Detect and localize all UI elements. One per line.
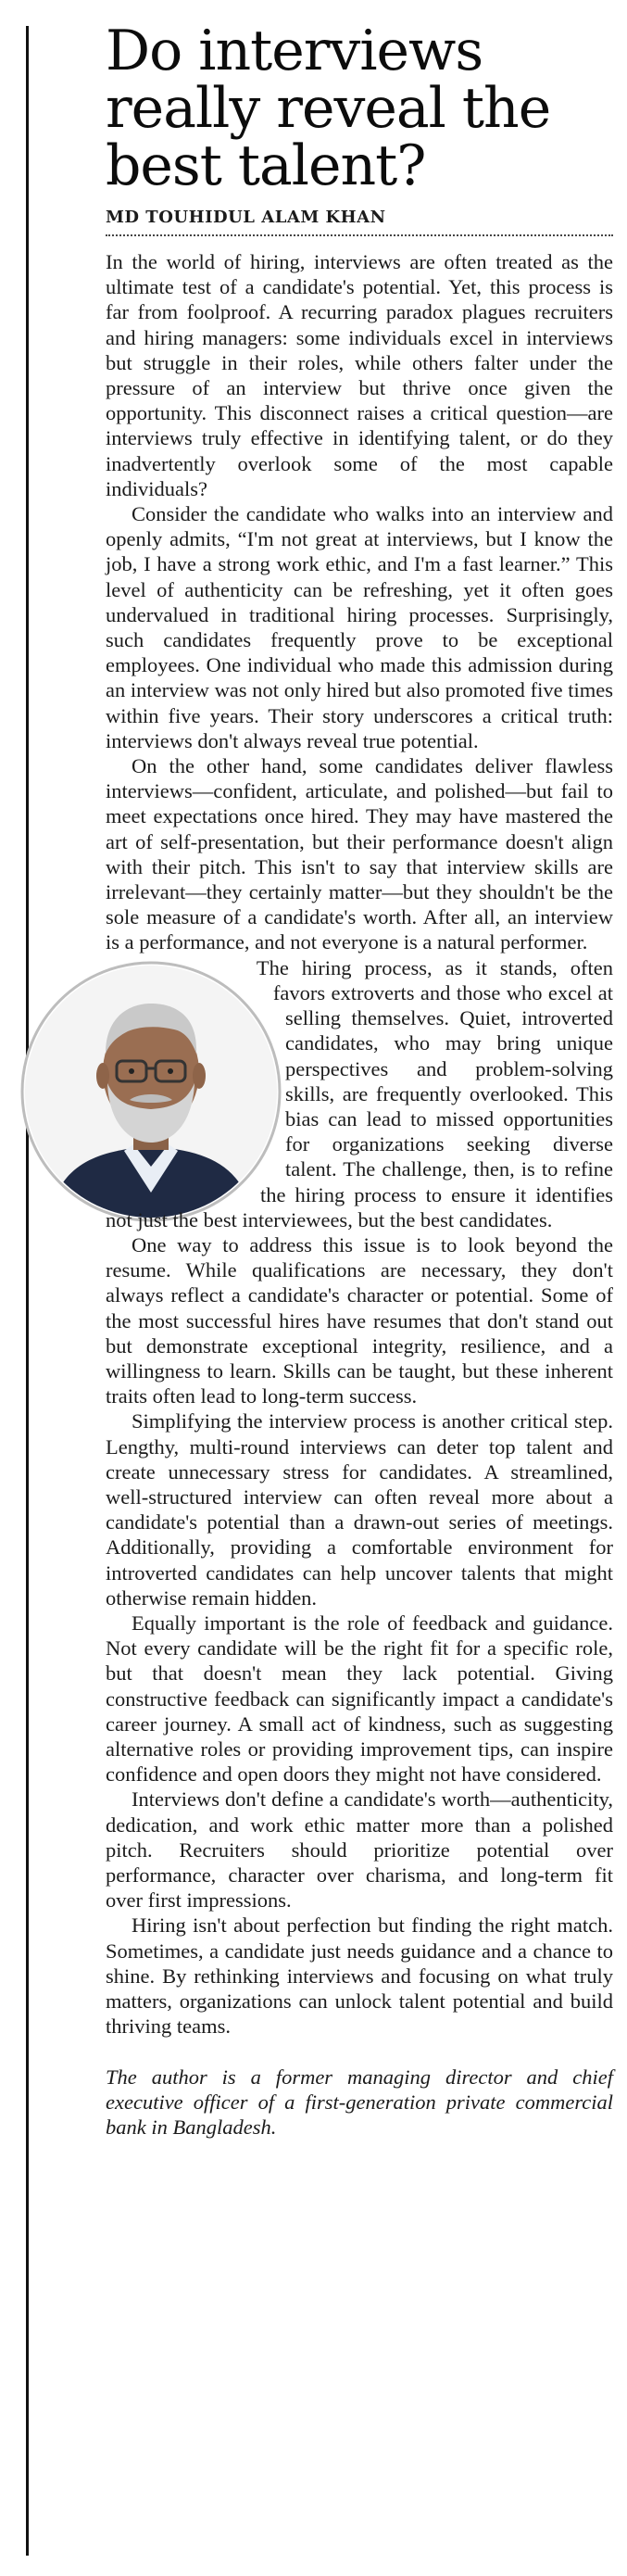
paragraph: Equally important is the role of feedback and guidance. Not every candidate will be the right fit for a specific role, but that doesn't mean they lack potential. Giving constructive feedback can significantly impact a candidate's career journey. A small act of kindness, such as suggesting alternative roles or providing improvement tips, can inspire confidence and open doors they might not have considered. [106, 1610, 613, 1787]
paragraph: One way to address this issue is to look beyond the resume. While qualifications are necessary, they don't always reflect a candidate's character or potential. Some of the most successful hires have resumes that don't stand out but demonstrate exceptional integrity, resilience, and a willingness to learn. Skills can be taught, but these inherent traits often lead to long-term success. [106, 1232, 613, 1408]
paragraph: In the world of hiring, interviews are often treated as the ultimate test of a candidate's potential. Yet, this process is far from foolproof. A recurring paradox plagues recruiters and hiring managers: some individuals excel in interviews but struggle in their roles, while others falter under the pressure of an interview but thrive once given the opportunity. This disconnect raises a critical question—are interviews truly effective in identifying talent, or do they inadvertently overlook some of the most capable individuals? [106, 250, 613, 500]
portrait-image [20, 961, 282, 1222]
paragraph: Simplifying the interview process is another critical step. Lengthy, multi-round interviews can deter top talent and create unnecessary stress for candidates. A streamlined, well-structured interview can often reveal more about a candidate's potential than a drawn-out series of meetings. Additionally, providing a comfortable environment for introverted candidates can help uncover talents that might otherwise remain hidden. [106, 1409, 613, 1610]
column-rule [26, 26, 29, 2556]
byline: MD TOUHIDUL ALAM KHAN [106, 208, 613, 236]
paragraph: Consider the candidate who walks into an interview and openly admits, “I'm not great at interviews, but I know the job, I have a strong work ethic, and I'm a fast learner.” This level of authenticity can be refreshing, yet it often goes undervalued in traditional hiring processes. Surprisingly, such candidates frequently prove to be exceptional employees. One individual who made this admission during an interview was not only hired but also promoted five times within five years. Their story underscores a critical truth: interviews don't always reveal true potential. [106, 502, 613, 752]
paragraph: On the other hand, some candidates deliver flawless interviews—confident, articulate, and polished—but fail to meet expectations once hired. They may have mastered the art of self-presentation, but their performance doesn't align with their pitch. This isn't to say that interview skills are irrelevant—they certainly matter—but they shouldn't be the sole measure of a candidate's worth. After all, an interview is a performance, and not everyone is a natural performer. [106, 754, 613, 954]
article-body [106, 249, 613, 2039]
headline: Do interviews really reveal the best talent? [106, 19, 551, 198]
author-portrait [20, 961, 282, 1222]
paragraph: The hiring process, as it stands, often favors extroverts and those who excel at selling themselves. Quiet, introverted candidates, who may bring unique perspectives and problem-solving skills, are frequently overlooked. This bias can lead to missed opportunities for organizations seeking diverse talent. The challenge, then, is to refine the hiring process to ensure it identifies not just the best interviewees, but the best candidates. [106, 955, 613, 1231]
article [106, 19, 613, 2140]
paragraph: Interviews don't define a candidate's worth—authenticity, dedication, and work ethic matter more than a polished pitch. Recruiters should prioritize potential over performance, character over charisma, and long-term fit over first impressions. [106, 1787, 613, 1913]
paragraph: Hiring isn't about perfection but finding the right match. Sometimes, a candidate just needs guidance and a chance to shine. By rethinking interviews and focusing on what truly matters, organizations can unlock talent potential and build thriving teams. [106, 1913, 613, 2039]
author-footnote: The author is a former managing director and chief executive officer of a first-generation private commercial bank in Bangladesh. [106, 2065, 613, 2140]
